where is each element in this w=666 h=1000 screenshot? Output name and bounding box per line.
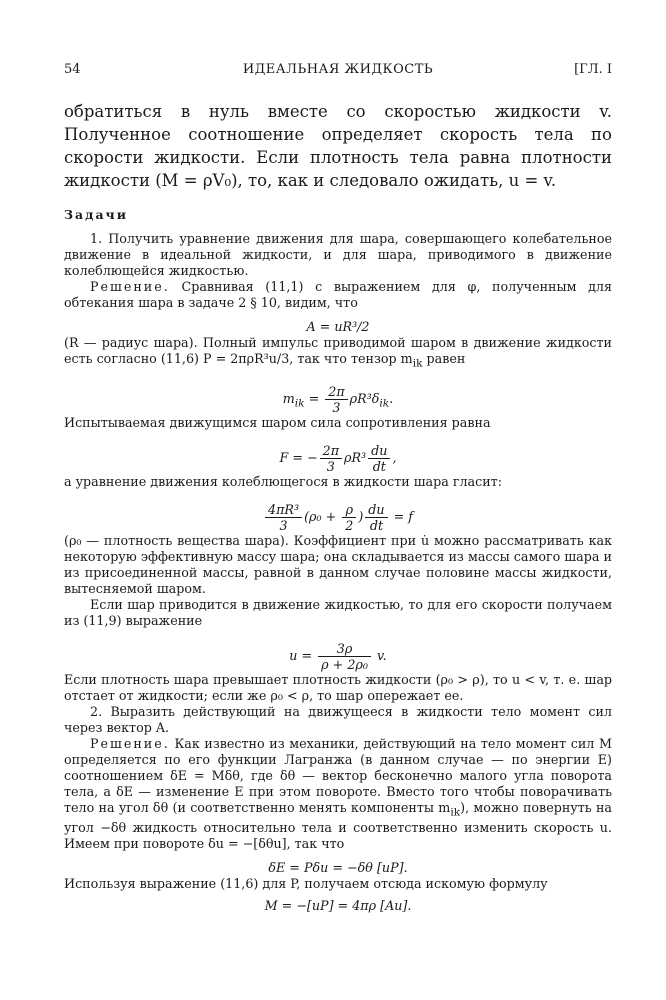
running-title: ИДЕАЛЬНАЯ ЖИДКОСТЬ <box>242 62 434 77</box>
page-number: 54 <box>64 62 81 77</box>
equation-mik: $m_{ik}$ = $\frac{2\pi}{3}$ $\rho R^3\delta_{ik}$. <box>282 383 394 415</box>
problem1-text5: (ρ₀ — плотность вещества шара). Коэффициент при u̇ можно рассматривать как некоторую эффективную массу шара; она складывается из массы самого шара и из присоединенной массы, равной в данном случае половине массы жидкости, вытесняемой шаром. <box>64 532 612 596</box>
problems-body <box>64 231 612 914</box>
equation-velocity: u = $\frac{3\rho}{\text{ρ + 2ρ₀}}$ v. <box>289 640 387 672</box>
intro-text: обратиться в нуль вместе со скоростью жидкости v. Полученное соотношение определяет скорость тела по скорости жидкости. Если плотность тела равна плотности жидкости (M = ρV₀), то, как и следовало ожидать, u = v. <box>64 102 612 190</box>
problem1-solution <box>64 279 612 311</box>
problem2-solution: Решение. Как известно из механики, действующий на тело момент сил M определяется по его функции Лагранжа (в данном случае — по энергии E) соотношением δE = Mδθ, где δθ — вектор бесконечно малого угла поворота тела, а δE — изменение E при этом повороте. Вместо того чтобы поворачивать тело на угол δθ (и соответственно менять компоненты $m_{ik}$), можно повернуть на угол −δθ жидкость относительно тела и соответственно изменить скорость u. Имеем при повороте δu = −[δθu], так что <box>64 735 612 852</box>
problem1-text6: Если шар приводится в движение жидкостью, то для его скорости получаем из (11,9) выражение <box>64 596 612 628</box>
problem2-text8: Используя выражение (11,6) для P, получаем отсюда искомую формулу <box>64 876 548 892</box>
problem1-text4: а уравнение движения колеблющегося в жидкости шара гласит: <box>64 473 502 489</box>
solution-intro: Сравнивая (11,1) с выражением для φ, полученным для обтекания шара в задаче 2 § 10, видим, что <box>64 279 612 310</box>
problem1-text3: Испытываемая движущимся шаром сила сопротивления равна <box>64 414 491 430</box>
problem2-statement: 2. Выразить действующий на движущееся в жидкости тело момент сил через вектор A. <box>64 703 612 735</box>
problem1-text7: Если плотность шара превышает плотность жидкости (ρ₀ > ρ), то u < v, т. е. шар отстает от жидкости; если же ρ₀ < ρ, то шар опережает ее. <box>64 671 612 703</box>
chapter-marker: [ГЛ. I <box>574 62 612 77</box>
page-header <box>64 62 612 80</box>
problem1-text2: (R — радиус шара). Полный импульс приводимой шаром в движение жидкости есть согласно (11,6) P = 2πρR³u/3, так что тензор $m_{ik}$ равен <box>64 335 612 370</box>
section-title: Задачи <box>64 207 128 222</box>
solution-label: Решение. <box>90 279 170 294</box>
equation-energy: δE = Pδu = −δθ [uP]. <box>268 860 408 876</box>
equation-moment: M = −[uP] = 4πρ [Au]. <box>264 898 412 914</box>
equation-a: A = uR³/2 <box>306 319 370 334</box>
intro-paragraph <box>64 100 612 192</box>
equation-motion: $\frac{\text{4πR³}}{3}$ (ρ₀ + $\frac{\rho}{2}$ ) $\frac{du}{dt}$ = f <box>64 502 612 533</box>
equation-force: F = − $\frac{2\pi}{3}$ ρR³ $\frac{du}{dt}$ , <box>279 442 397 474</box>
problem1-statement: 1. Получить уравнение движения для шара, совершающего колебательное движение в идеальной жидкости, и для шара, приводимого в движение колеблющейся жидкостью. <box>64 231 612 278</box>
